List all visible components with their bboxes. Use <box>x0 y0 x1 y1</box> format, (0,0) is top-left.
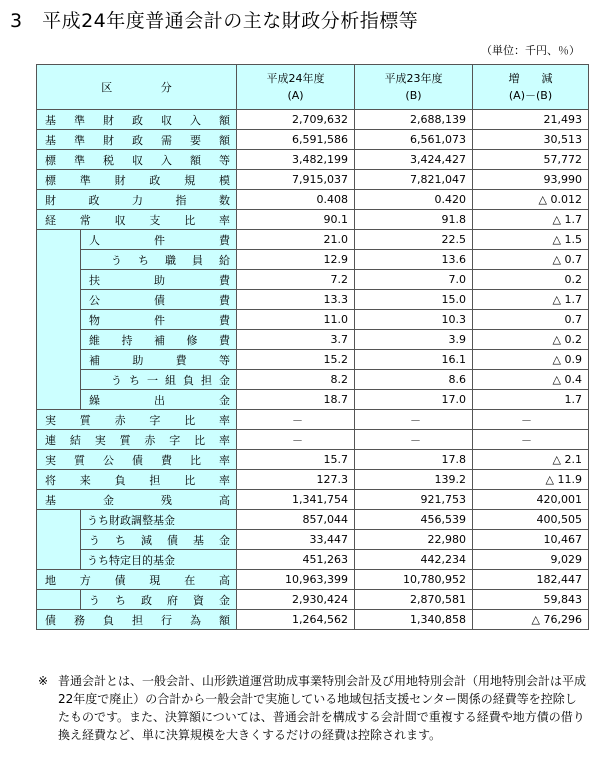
row-label: 補助費等 <box>81 350 237 370</box>
cell-fy23: 2,688,139 <box>355 110 473 130</box>
row-label: うち政府資金 <box>81 590 237 610</box>
cell-fy24: 8.2 <box>237 370 355 390</box>
cell-fy23: － <box>355 410 473 430</box>
row-label: 扶助費 <box>81 270 237 290</box>
row-label: 基準財政収入額 <box>37 110 237 130</box>
row-label: 地方債現在高 <box>37 570 237 590</box>
unit-label: （単位：千円、％） <box>481 44 580 57</box>
cell-fy23: 7.0 <box>355 270 473 290</box>
cell-fy24: 15.7 <box>237 450 355 470</box>
table-row <box>37 330 589 350</box>
table-row <box>37 590 589 610</box>
cell-fy24: 127.3 <box>237 470 355 490</box>
cell-fy24: 1,341,754 <box>237 490 355 510</box>
cell-fy24: 451,263 <box>237 550 355 570</box>
table-row <box>37 230 589 250</box>
table-row <box>37 290 589 310</box>
cell-fy23: 16.1 <box>355 350 473 370</box>
cell-diff: △ 1.7 <box>473 210 589 230</box>
cell-diff: 182,447 <box>473 570 589 590</box>
table-row <box>37 410 589 430</box>
row-label: 実質赤字比率 <box>37 410 237 430</box>
cell-fy24: 2,709,632 <box>237 110 355 130</box>
table-row <box>37 310 589 330</box>
cell-fy23: 91.8 <box>355 210 473 230</box>
cell-diff: 1.7 <box>473 390 589 410</box>
row-label: 将来負担比率 <box>37 470 237 490</box>
page-title: 3 平成24年度普通会計の主な財政分析指標等 <box>10 10 419 32</box>
row-label: 債務負担行為額 <box>37 610 237 630</box>
table-row <box>37 570 589 590</box>
table-row <box>37 450 589 470</box>
table-row <box>37 510 589 530</box>
table-row <box>37 210 589 230</box>
cell-diff: △ 11.9 <box>473 470 589 490</box>
cell-diff: △ 1.5 <box>473 230 589 250</box>
cell-diff: 0.2 <box>473 270 589 290</box>
row-label: うち特定目的基金 <box>81 550 237 570</box>
cell-fy23: 13.6 <box>355 250 473 270</box>
cell-fy23: 2,870,581 <box>355 590 473 610</box>
header-kubun: 区 分 <box>37 65 237 110</box>
cell-diff: 57,772 <box>473 150 589 170</box>
cell-fy23: 10.3 <box>355 310 473 330</box>
row-label: 実質公債費比率 <box>37 450 237 470</box>
cell-fy24: 18.7 <box>237 390 355 410</box>
indent-cell <box>37 590 81 610</box>
cell-diff: 93,990 <box>473 170 589 190</box>
cell-fy23: 456,539 <box>355 510 473 530</box>
row-label: 基金残高 <box>37 490 237 510</box>
finance-table <box>36 64 589 630</box>
cell-fy24: 12.9 <box>237 250 355 270</box>
cell-diff: △ 0.9 <box>473 350 589 370</box>
cell-diff: △ 0.4 <box>473 370 589 390</box>
table-row <box>37 550 589 570</box>
cell-diff: 420,001 <box>473 490 589 510</box>
cell-fy24: 2,930,424 <box>237 590 355 610</box>
row-label: 経常収支比率 <box>37 210 237 230</box>
cell-diff: 9,029 <box>473 550 589 570</box>
cell-fy23: 10,780,952 <box>355 570 473 590</box>
note-text: 普通会計とは、一般会計、山形鉄道運営助成事業特別会計及び用地特別会計（用地特別会計は平成22年度で廃止）の合計から一般会計で実施している地域包括支援センター関係の経費等を控除したものです。また、決算額については、普通会計を構成する会計間で重複する経費や地方債の借り換え経費など、単に決算規模を大きくするだけの経費は控除されます。 <box>58 674 587 742</box>
cell-fy24: 10,963,399 <box>237 570 355 590</box>
table-row <box>37 490 589 510</box>
row-label: 標準税収入額等 <box>37 150 237 170</box>
cell-fy24: 11.0 <box>237 310 355 330</box>
cell-fy23: 22,980 <box>355 530 473 550</box>
table-row <box>37 250 589 270</box>
cell-fy24: 33,447 <box>237 530 355 550</box>
cell-fy23: 7,821,047 <box>355 170 473 190</box>
table-header-row <box>37 65 589 110</box>
row-label: 基準財政需要額 <box>37 130 237 150</box>
cell-fy24: 90.1 <box>237 210 355 230</box>
table-row <box>37 530 589 550</box>
table-row <box>37 390 589 410</box>
cell-fy23: 22.5 <box>355 230 473 250</box>
row-label: うち職員給 <box>81 250 237 270</box>
row-label: うち財政調整基金 <box>81 510 237 530</box>
footnote <box>38 672 588 744</box>
indent-cell <box>37 510 81 570</box>
cell-diff: △ 0.012 <box>473 190 589 210</box>
row-label: 維持補修費 <box>81 330 237 350</box>
table-row <box>37 370 589 390</box>
cell-fy23: 6,561,073 <box>355 130 473 150</box>
cell-fy23: 3.9 <box>355 330 473 350</box>
cell-fy24: 15.2 <box>237 350 355 370</box>
header-col-fy24: 平成24年度 (A) <box>237 65 355 110</box>
table-row <box>37 190 589 210</box>
cell-diff: △ 1.7 <box>473 290 589 310</box>
cell-fy24: 3.7 <box>237 330 355 350</box>
cell-fy23: － <box>355 430 473 450</box>
cell-fy23: 17.8 <box>355 450 473 470</box>
note-mark: ※ <box>38 674 49 688</box>
cell-fy23: 8.6 <box>355 370 473 390</box>
header-col-diff: 増 減 (A)－(B) <box>473 65 589 110</box>
cell-fy24: － <box>237 430 355 450</box>
cell-fy24: 7.2 <box>237 270 355 290</box>
row-label: 標準財政規模 <box>37 170 237 190</box>
table-row <box>37 270 589 290</box>
table-row <box>37 150 589 170</box>
cell-diff: 400,505 <box>473 510 589 530</box>
row-label: 繰出金 <box>81 390 237 410</box>
cell-diff: － <box>473 430 589 450</box>
cell-diff: 30,513 <box>473 130 589 150</box>
cell-fy24: － <box>237 410 355 430</box>
row-label: うち一組負担金 <box>81 370 237 390</box>
cell-diff: 21,493 <box>473 110 589 130</box>
header-col-fy23: 平成23年度 (B) <box>355 65 473 110</box>
cell-diff: △ 76,296 <box>473 610 589 630</box>
cell-fy24: 7,915,037 <box>237 170 355 190</box>
cell-fy23: 17.0 <box>355 390 473 410</box>
cell-fy24: 3,482,199 <box>237 150 355 170</box>
cell-fy23: 442,234 <box>355 550 473 570</box>
row-label: 公債費 <box>81 290 237 310</box>
cell-diff: 10,467 <box>473 530 589 550</box>
row-label: 連結実質赤字比率 <box>37 430 237 450</box>
cell-fy24: 0.408 <box>237 190 355 210</box>
cell-fy24: 6,591,586 <box>237 130 355 150</box>
cell-diff: 0.7 <box>473 310 589 330</box>
table-row <box>37 430 589 450</box>
cell-diff: － <box>473 410 589 430</box>
row-label: 人件費 <box>81 230 237 250</box>
cell-diff: △ 0.7 <box>473 250 589 270</box>
cell-fy23: 139.2 <box>355 470 473 490</box>
table-row <box>37 130 589 150</box>
cell-fy24: 1,264,562 <box>237 610 355 630</box>
table-row <box>37 170 589 190</box>
row-label: うち減債基金 <box>81 530 237 550</box>
table-row <box>37 610 589 630</box>
cell-fy23: 921,753 <box>355 490 473 510</box>
cell-fy24: 857,044 <box>237 510 355 530</box>
cell-diff: 59,843 <box>473 590 589 610</box>
cell-diff: △ 2.1 <box>473 450 589 470</box>
indent-cell <box>37 230 81 410</box>
cell-fy23: 0.420 <box>355 190 473 210</box>
cell-fy23: 3,424,427 <box>355 150 473 170</box>
cell-fy23: 1,340,858 <box>355 610 473 630</box>
table-row <box>37 470 589 490</box>
cell-fy24: 13.3 <box>237 290 355 310</box>
cell-diff: △ 0.2 <box>473 330 589 350</box>
cell-fy23: 15.0 <box>355 290 473 310</box>
table-row <box>37 110 589 130</box>
cell-fy24: 21.0 <box>237 230 355 250</box>
table-row <box>37 350 589 370</box>
row-label: 財政力指数 <box>37 190 237 210</box>
row-label: 物件費 <box>81 310 237 330</box>
